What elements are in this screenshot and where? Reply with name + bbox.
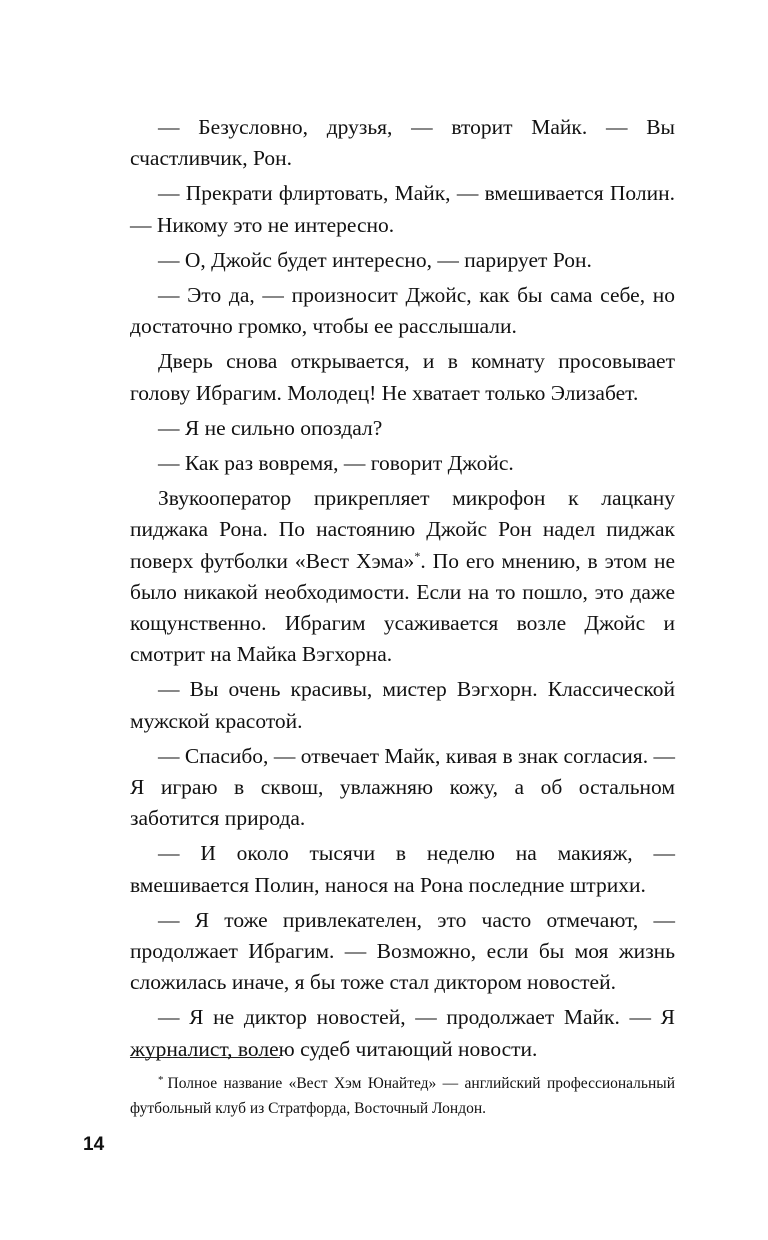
paragraph: — Я не диктор новостей, — продолжает Майк. — Я журналист, волею судеб читающий новости. (130, 1005, 675, 1061)
paragraph: — Я тоже привлекателен, это часто отмечают, — продолжает Ибрагим. — Возможно, если бы моя жизнь сложилась иначе, я бы тоже стал диктором новостей. (130, 907, 675, 995)
paragraph: — О, Джойс будет интересно, — парирует Рон. (158, 247, 592, 272)
paragraph: — Это да, — произносит Джойс, как бы сама себе, но достаточно громко, чтобы ее расслышали. (130, 283, 675, 339)
paragraph-text: . По его мнению, в этом не было никакой необходимости. Если на то пошло, это даже кощунственно. Ибрагим усаживается возле Джойс и смотрит на Майка Вэгхорна. (130, 548, 675, 667)
page-number: 14 (83, 1134, 105, 1155)
paragraph: — Прекрати флиртовать, Майк, — вмешивается Полин. — Никому это не интересно. (130, 181, 675, 237)
footnote-text: Полное название «Вест Хэм Юнайтед» — английский профессиональный футбольный клуб из Стратфорда, Восточный Лондон. (130, 1075, 675, 1117)
paragraph: — Вы очень красивы, мистер Вэгхорн. Классической мужской красотой. (130, 677, 675, 733)
footnote-divider (130, 1057, 280, 1058)
paragraph: — Безусловно, друзья, — вторит Майк. — Вы счастливчик, Рон. (130, 115, 675, 171)
body-text (130, 112, 675, 1069)
footnote-reference: * (414, 548, 421, 563)
paragraph: — Как раз вовремя, — говорит Джойс. (158, 451, 514, 476)
paragraph: — И около тысячи в неделю на макияж, — вмешивается Полин, нанося на Рона последние штрихи. (130, 841, 675, 897)
paragraph: Дверь снова открывается, и в комнату просовывает голову Ибрагим. Молодец! Не хватает только Элизабет. (130, 349, 675, 405)
footnote (130, 1068, 675, 1121)
paragraph: — Я не сильно опоздал? (158, 415, 383, 440)
paragraph: — Спасибо, — отвечает Майк, кивая в знак согласия. — Я играю в сквош, увлажняю кожу, а об остальном заботится природа. (130, 743, 675, 831)
paragraph-with-footnote (130, 483, 675, 670)
footnote-mark: * (158, 1074, 164, 1086)
paragraph-text: Звукооператор прикрепляет микрофон к лацкану пиджака Рона. По настоянию Джойс Рон надел пиджак поверх футболки «Вест Хэма» (130, 486, 675, 573)
